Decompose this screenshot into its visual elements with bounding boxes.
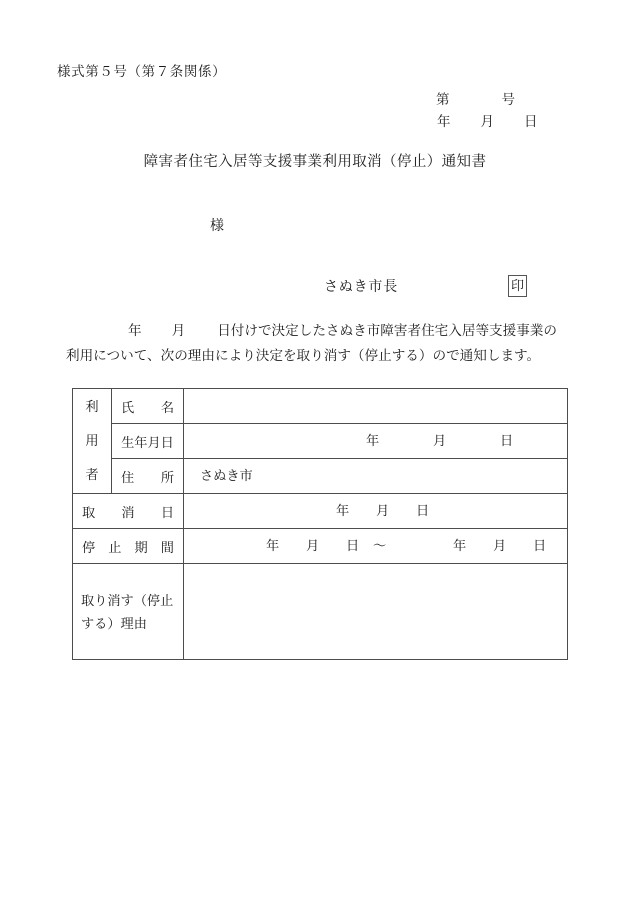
suspension-label-char-1: 停 <box>82 539 96 555</box>
user-group-char-2: 用 <box>85 433 99 448</box>
addressee-honorific: 様 <box>210 219 224 234</box>
birthdate-label: 生年月日 <box>121 434 174 450</box>
cancel-date-month: 月 <box>376 503 390 518</box>
name-value-cell[interactable] <box>184 389 568 424</box>
address-label-cell <box>112 459 184 494</box>
suspension-from-day: 日 <box>346 538 360 553</box>
birthdate-value-cell[interactable] <box>184 424 568 459</box>
cancel-date-label-char-2: 消 <box>121 504 135 520</box>
birthdate-year: 年 <box>366 433 380 448</box>
document-number-unit: 号 <box>501 92 515 107</box>
birthdate-label-cell <box>112 424 184 459</box>
document-number-label: 第 <box>436 92 450 107</box>
reason-label-line2: する）理由 <box>81 615 147 631</box>
name-label-cell <box>112 389 184 424</box>
suspension-label-char-3: 期 <box>134 539 148 555</box>
document-title: 障害者住宅入居等支援事業利用取消（停止）通知書 <box>143 154 487 170</box>
issue-date-line <box>437 110 538 130</box>
user-group-char-1: 利 <box>85 399 99 414</box>
suspension-to-year: 年 <box>453 538 467 553</box>
table-row-cancel-date <box>73 494 568 529</box>
birthdate-month: 月 <box>433 433 447 448</box>
seal-stamp-box: 印 <box>508 275 527 297</box>
cancel-date-label-cell <box>73 494 184 529</box>
body-date-month: 月 <box>171 323 186 338</box>
reason-label-cell <box>73 564 184 660</box>
signer-name: さぬき市長 <box>324 280 398 295</box>
body-paragraph <box>66 318 570 368</box>
issue-date-month: 月 <box>480 114 494 129</box>
suspension-label-char-2: 止 <box>108 539 122 555</box>
cancel-date-label-char-3: 日 <box>160 504 174 520</box>
issue-date-day: 日 <box>524 114 538 129</box>
table-row-birthdate <box>73 424 568 459</box>
cancel-date-year: 年 <box>336 503 350 518</box>
document-number-line <box>436 88 515 108</box>
cancel-date-day: 日 <box>416 503 430 518</box>
notification-table <box>72 388 568 660</box>
body-text: 日付けで決定したさぬき市障害者住宅入居等支援事業の利用について、次の理由により決定を取り消す（停止する）ので通知します。 <box>66 323 558 363</box>
name-label-left: 氏 <box>121 399 135 415</box>
body-date-year: 年 <box>128 323 142 338</box>
suspension-from-year: 年 <box>266 538 280 553</box>
table-row-address <box>73 459 568 494</box>
suspension-from-month: 月 <box>306 538 320 553</box>
table-row-name <box>73 389 568 424</box>
issue-date-year: 年 <box>437 114 451 129</box>
suspension-period-label-cell <box>73 529 184 564</box>
address-value: さぬき市 <box>200 468 253 483</box>
suspension-to-day: 日 <box>533 538 547 553</box>
user-group-label <box>73 389 112 494</box>
suspension-label-char-4: 間 <box>160 539 174 555</box>
form-number: 様式第５号（第７条関係） <box>57 64 227 79</box>
address-label-right: 所 <box>160 469 174 485</box>
table-row-suspension-period <box>73 529 568 564</box>
birthdate-day: 日 <box>500 433 514 448</box>
reason-value-cell[interactable] <box>184 564 568 660</box>
table-row-reason <box>73 564 568 660</box>
cancel-date-value-cell[interactable] <box>184 494 568 529</box>
suspension-period-value-cell[interactable] <box>184 529 568 564</box>
user-group-char-3: 者 <box>85 467 99 482</box>
suspension-to-month: 月 <box>493 538 507 553</box>
suspension-separator: 〜 <box>373 538 387 553</box>
name-label-right: 名 <box>160 399 174 415</box>
address-label-left: 住 <box>121 469 135 485</box>
cancel-date-label-char-1: 取 <box>82 504 96 520</box>
address-value-cell[interactable] <box>184 459 568 494</box>
reason-label-line1: 取り消す（停止 <box>81 592 174 608</box>
